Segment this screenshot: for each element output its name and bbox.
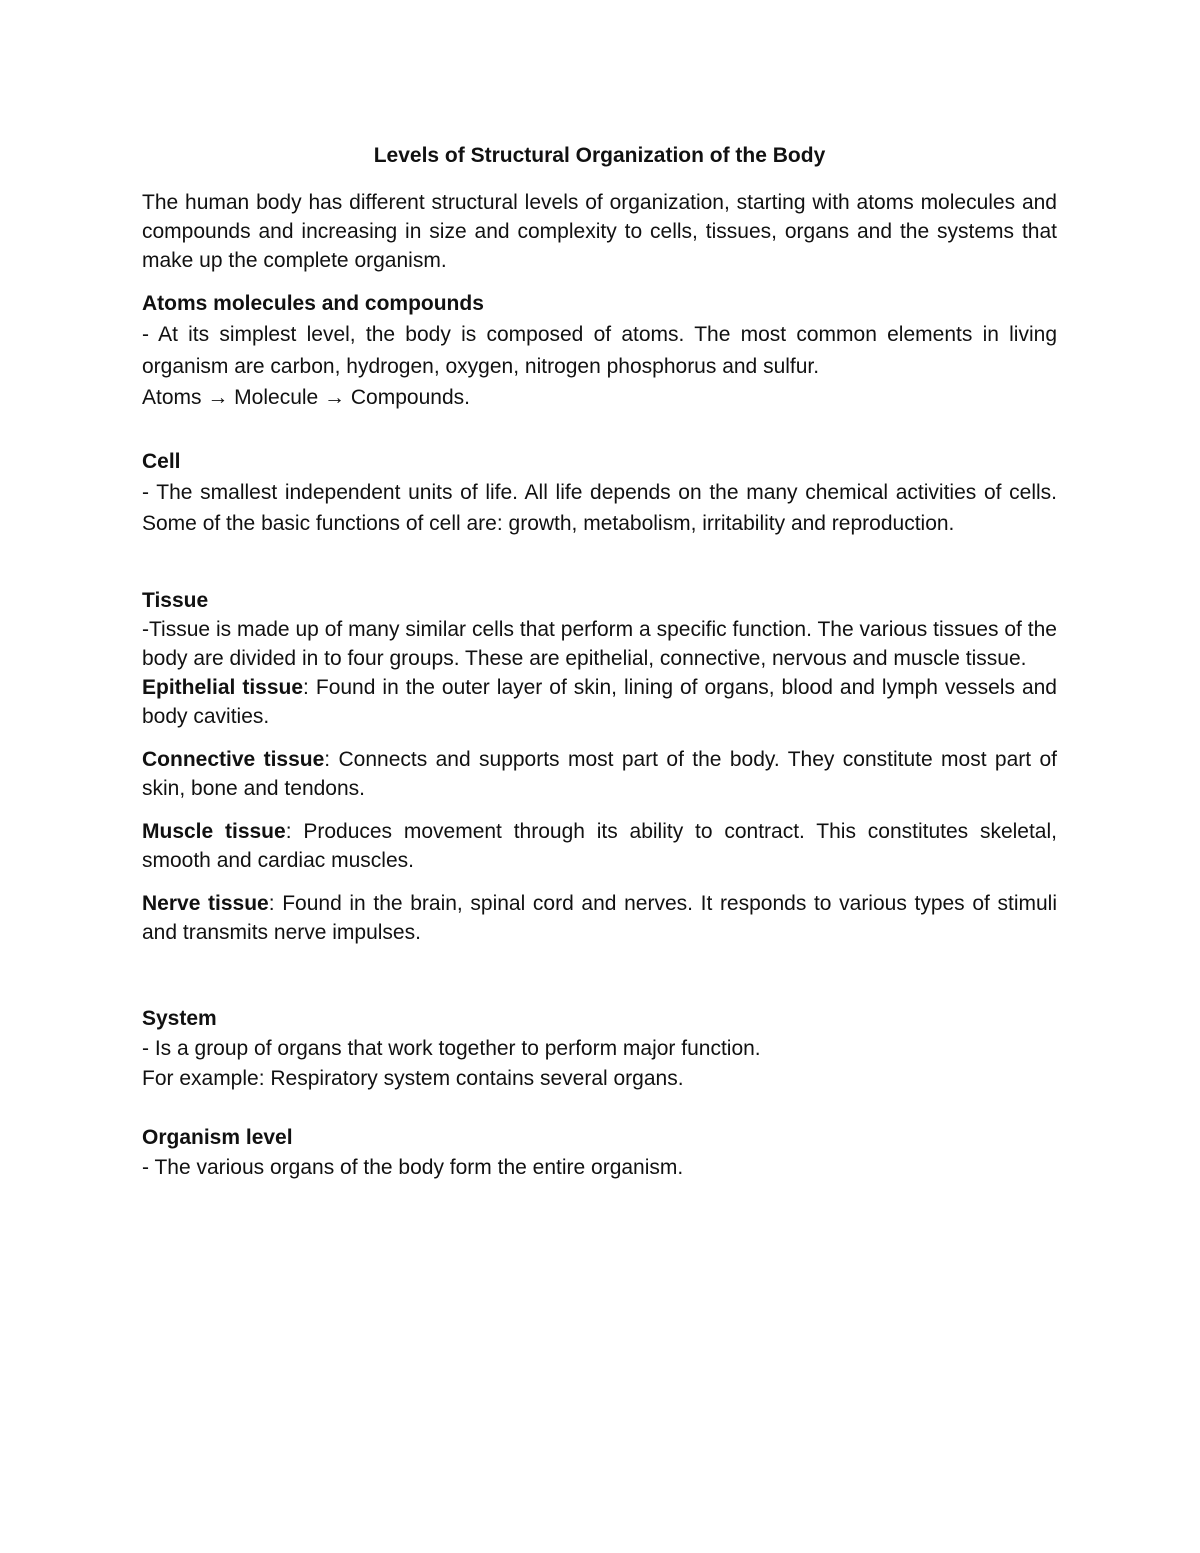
tissue-heading: Tissue [142, 589, 209, 612]
system-heading: System [142, 1007, 217, 1030]
system-example: For example: Respiratory system contains several organs. [142, 1067, 684, 1090]
section-atoms [142, 289, 1057, 413]
nerve-tissue-item [142, 889, 1057, 947]
organism-text: - The various organs of the body form the entire organism. [142, 1156, 684, 1179]
section-organism [142, 1123, 1057, 1183]
muscle-tissue-desc: : Produces movement through its ability to contract. This constitutes skeletal, smooth and cardiac muscles. [142, 820, 1057, 872]
section-system [142, 1004, 1057, 1094]
intro-paragraph: The human body has different structural levels of organization, starting with atoms molecules and compounds and increasing in size and complexity to cells, tissues, organs and the systems that make up the complete organism. [142, 191, 1057, 272]
organism-heading: Organism level [142, 1126, 293, 1149]
connective-tissue-item [142, 745, 1057, 803]
muscle-tissue-term: Muscle tissue [142, 820, 286, 843]
muscle-tissue-item [142, 817, 1057, 875]
atoms-heading: Atoms molecules and compounds [142, 292, 484, 315]
nerve-tissue-term: Nerve tissue [142, 892, 269, 915]
section-cell [142, 446, 1057, 539]
tissue-text: -Tissue is made up of many similar cells that perform a specific function. The various tissues of the body are divided in to four groups. These are epithelial, connective, nervous and muscle tissue. [142, 618, 1057, 670]
cell-heading: Cell [142, 450, 181, 473]
section-tissue [142, 586, 1057, 947]
epithelial-tissue-term: Epithelial tissue [142, 676, 304, 699]
nerve-tissue-desc: : Found in the brain, spinal cord and nerves. It responds to various types of stimuli and transmits nerve impulses. [142, 892, 1057, 944]
connective-tissue-term: Connective tissue [142, 748, 325, 771]
connective-tissue-desc: : Connects and supports most part of the body. They constitute most part of skin, bone and tendons. [142, 748, 1057, 800]
document-title: Levels of Structural Organization of the Body [373, 144, 826, 167]
atoms-text: - At its simplest level, the body is composed of atoms. The most common elements in living organism are carbon, hydrogen, oxygen, nitrogen phosphorus and sulfur. [142, 323, 1057, 378]
system-text: - Is a group of organs that work together to perform major function. [142, 1037, 761, 1060]
epithelial-tissue-desc: : Found in the outer layer of skin, lining of organs, blood and lymph vessels and body cavities. [142, 676, 1057, 728]
atoms-flow: Atoms → Molecule → Compounds. [142, 386, 470, 409]
cell-text: - The smallest independent units of life. All life depends on the many chemical activities of cells. Some of the basic functions of cell are: growth, metabolism, irritability and reproduction. [142, 481, 1057, 535]
epithelial-tissue-item [142, 673, 1057, 731]
